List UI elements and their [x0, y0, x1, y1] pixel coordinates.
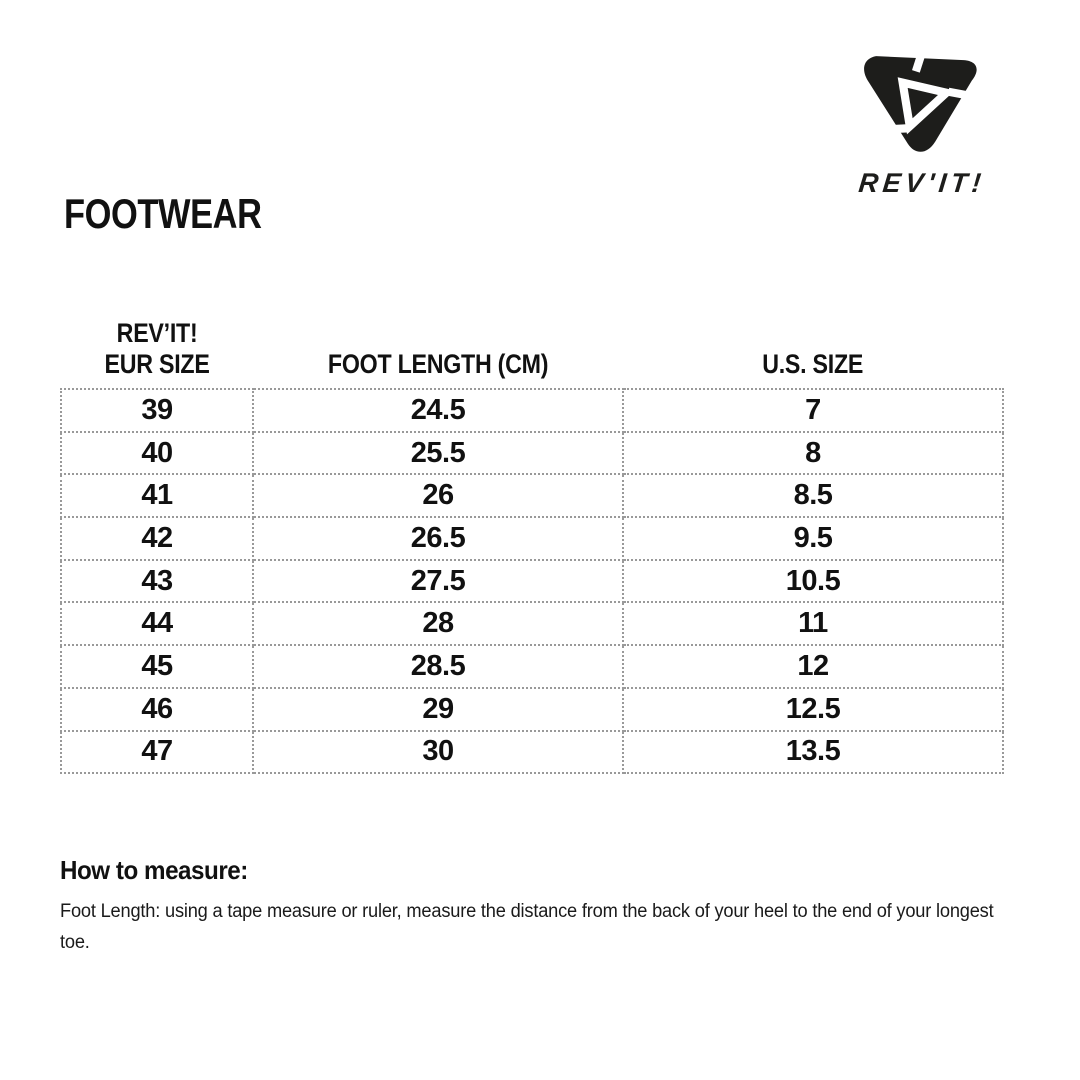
column-header-eur-size-line2: EUR SIZE — [104, 349, 210, 379]
eur-size-cell: 39 — [61, 389, 253, 432]
us-size-cell: 11 — [623, 602, 1003, 645]
table-row — [61, 560, 1003, 603]
us-size-cell: 7 — [623, 389, 1003, 432]
size-chart-body — [61, 389, 1003, 773]
eur-size-cell: 41 — [61, 474, 253, 517]
foot-length-cell: 28.5 — [253, 645, 623, 688]
column-header-eur-size — [61, 294, 253, 389]
how-to-measure-heading: How to measure: — [60, 855, 248, 885]
us-size-cell: 13.5 — [623, 731, 1003, 774]
foot-length-cell: 27.5 — [253, 560, 623, 603]
column-header-eur-size-line1: REV’IT! — [116, 318, 198, 348]
us-size-cell: 12.5 — [623, 688, 1003, 731]
us-size-cell: 9.5 — [623, 517, 1003, 560]
foot-length-cell: 29 — [253, 688, 623, 731]
table-row — [61, 517, 1003, 560]
us-size-cell: 8 — [623, 432, 1003, 475]
eur-size-cell: 46 — [61, 688, 253, 731]
table-row — [61, 474, 1003, 517]
page-title: FOOTWEAR — [64, 190, 262, 237]
table-row — [61, 688, 1003, 731]
size-chart-table — [60, 294, 1004, 774]
eur-size-cell: 47 — [61, 731, 253, 774]
table-row — [61, 432, 1003, 475]
size-chart-header — [61, 294, 1003, 389]
revit-logo-icon — [853, 50, 991, 164]
foot-length-cell: 25.5 — [253, 432, 623, 475]
eur-size-cell: 40 — [61, 432, 253, 475]
column-header-us-size: U.S. SIZE — [762, 349, 864, 379]
eur-size-cell: 44 — [61, 602, 253, 645]
eur-size-cell: 45 — [61, 645, 253, 688]
foot-length-cell: 28 — [253, 602, 623, 645]
table-row — [61, 731, 1003, 774]
table-row — [61, 389, 1003, 432]
foot-length-cell: 26.5 — [253, 517, 623, 560]
us-size-cell: 8.5 — [623, 474, 1003, 517]
us-size-cell: 10.5 — [623, 560, 1003, 603]
table-row — [61, 645, 1003, 688]
foot-length-cell: 26 — [253, 474, 623, 517]
eur-size-cell: 43 — [61, 560, 253, 603]
how-to-measure-body: Foot Length: using a tape measure or ruler, measure the distance from the back of your heel to the end of your longest toe. — [60, 901, 994, 953]
eur-size-cell: 42 — [61, 517, 253, 560]
brand-logo — [846, 50, 998, 197]
column-header-foot-length: FOOT LENGTH (CM) — [327, 349, 549, 379]
table-row — [61, 602, 1003, 645]
brand-wordmark: REV'IT! — [857, 168, 987, 198]
foot-length-cell: 24.5 — [253, 389, 623, 432]
us-size-cell: 12 — [623, 645, 1003, 688]
foot-length-cell: 30 — [253, 731, 623, 774]
header-row — [61, 294, 1003, 389]
